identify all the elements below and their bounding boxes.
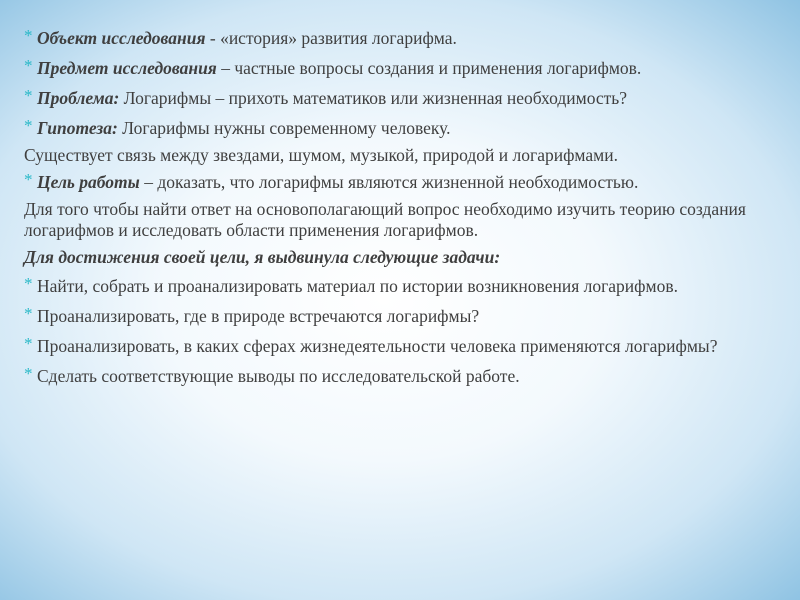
task-text: Проанализировать, где в природе встречаются логарифмы? [37, 306, 480, 326]
item-text: частные вопросы создания и применения логарифмов. [234, 58, 642, 78]
list-item-problem [24, 88, 776, 109]
item-separator: – [221, 58, 230, 78]
bullet-icon: * [24, 170, 33, 189]
item-label: Гипотеза: [37, 118, 118, 138]
bullet-icon: * [24, 364, 33, 383]
item-label: Проблема: [37, 88, 120, 108]
statement-text: Существует связь между звездами, шумом, музыкой, природой и логарифмами. [24, 145, 618, 165]
bullet-icon: * [24, 304, 33, 323]
list-item-object [24, 28, 776, 49]
bullet-icon: * [24, 56, 33, 75]
task-item [24, 276, 776, 297]
task-text: Сделать соответствующие выводы по исследовательской работе. [37, 366, 520, 386]
task-item [24, 366, 776, 387]
slide-content [24, 28, 776, 396]
list-item-subject [24, 58, 776, 79]
item-text: Логарифмы нужны современному человеку. [122, 118, 451, 138]
bullet-icon: * [24, 274, 33, 293]
item-text: – доказать, что логарифмы являются жизненной необходимостью. [144, 172, 639, 192]
item-label: Цель работы [37, 172, 140, 192]
item-label: Предмет исследования [37, 58, 217, 78]
task-item [24, 306, 776, 327]
task-text: Найти, собрать и проанализировать материал по истории возникновения логарифмов. [37, 276, 678, 296]
bullet-icon: * [24, 116, 33, 135]
paragraph-text: Для того чтобы найти ответ на основополагающий вопрос необходимо изучить теорию создания логарифмов и исследовать области применения логарифмов. [24, 199, 746, 240]
list-item-hypothesis [24, 118, 776, 139]
task-item [24, 336, 776, 357]
item-label: Объект исследования [37, 28, 206, 48]
list-item-goal [24, 172, 776, 193]
bullet-icon: * [24, 334, 33, 353]
item-text: «история» развития логарифма. [220, 28, 457, 48]
item-text: Логарифмы – прихоть математиков или жизненная необходимость? [123, 88, 628, 108]
tasks-heading: Для достижения своей цели, я выдвинула следующие задачи: [24, 247, 501, 267]
item-separator: - [209, 28, 216, 48]
task-text: Проанализировать, в каких сферах жизнедеятельности человека применяются логарифмы? [37, 336, 718, 356]
bullet-icon: * [24, 86, 33, 105]
bullet-icon: * [24, 26, 33, 45]
